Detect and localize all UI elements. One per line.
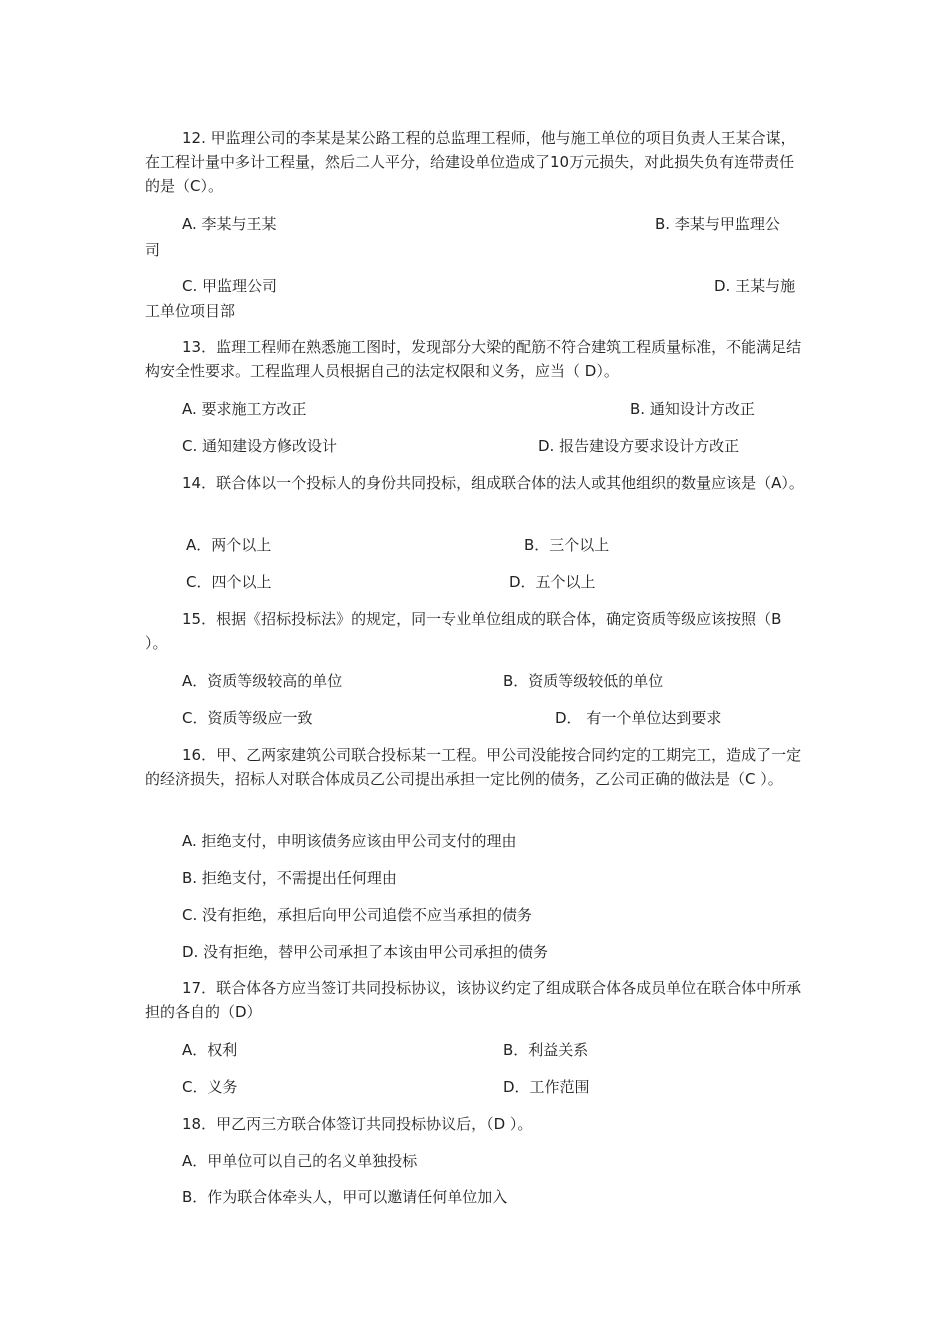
q15-option-b: B．资质等级较低的单位: [503, 672, 664, 690]
question-15-stem: 15．根据《招标投标法》的规定，同一专业单位组成的联合体，确定资质等级应该按照（B ）。: [145, 610, 782, 652]
question-12-stem: 12. 甲监理公司的李某是某公路工程的总监理工程师，他与施工单位的项目负责人王某合谋，在工程计量中多计工程量，然后二人平分，给建设单位造成了10万元损失，对此损失负有连带责任的是（C）。: [145, 129, 796, 195]
q13-option-c: C. 通知建设方修改设计: [182, 437, 338, 455]
q13-option-b: B. 通知设计方改正: [630, 400, 755, 418]
q15-option-c: C．资质等级应一致: [182, 709, 313, 727]
q15-option-d: D． 有一个单位达到要求: [555, 709, 722, 727]
question-17-stem: 17．联合体各方应当签订共同投标协议，该协议约定了组成联合体各成员单位在联合体中所承担的各自的（D）: [145, 979, 802, 1021]
q14-option-b: B．三个以上: [524, 536, 610, 554]
q15-option-a: A．资质等级较高的单位: [182, 672, 343, 690]
q13-option-d: D. 报告建设方要求设计方改正: [538, 437, 740, 455]
q16-option-d: D. 没有拒绝，替甲公司承担了本该由甲公司承担的债务: [182, 943, 549, 961]
q12-option-c: C. 甲监理公司: [182, 277, 278, 295]
q12-option-d-continued: 工单位项目部: [145, 302, 236, 320]
q16-option-b: B. 拒绝支付，不需提出任何理由: [182, 869, 397, 887]
q17-option-c: C．义务: [182, 1078, 238, 1096]
q17-option-d: D．工作范围: [503, 1078, 590, 1096]
question-18-stem: 18．甲乙丙三方联合体签订共同投标协议后，（D ）。: [182, 1115, 533, 1133]
q12-option-b: B. 李某与甲监理公: [655, 215, 780, 233]
q14-option-c: C．四个以上: [186, 573, 272, 591]
question-16-stem: 16．甲、乙两家建筑公司联合投标某一工程。甲公司没能按合同约定的工期完工，造成了一定的经济损失，招标人对联合体成员乙公司提出承担一定比例的债务，乙公司正确的做法是（C ）。: [145, 746, 802, 788]
q16-option-a: A. 拒绝支付，申明该债务应该由甲公司支付的理由: [182, 832, 517, 850]
q17-option-a: A．权利: [182, 1041, 238, 1059]
q12-option-b-continued: 司: [145, 241, 161, 259]
q18-option-b: B．作为联合体牵头人，甲可以邀请任何单位加入: [182, 1188, 508, 1206]
q17-option-b: B．利益关系: [503, 1041, 589, 1059]
question-14-stem: 14．联合体以一个投标人的身份共同投标，组成联合体的法人或其他组织的数量应该是（A）。: [182, 474, 804, 492]
q18-option-a: A．甲单位可以自己的名义单独投标: [182, 1152, 418, 1170]
q14-option-d: D．五个以上: [509, 573, 596, 591]
q12-option-a: A. 李某与王某: [182, 215, 277, 233]
question-13-stem: 13．监理工程师在熟悉施工图时，发现部分大梁的配筋不符合建筑工程质量标准，不能满足结构安全性要求。工程监理人员根据自己的法定权限和义务，应当（ D）。: [145, 338, 802, 380]
q12-option-d: D. 王某与施: [714, 277, 796, 295]
q13-option-a: A. 要求施工方改正: [182, 400, 307, 418]
q16-option-c: C. 没有拒绝，承担后向甲公司追偿不应当承担的债务: [182, 906, 533, 924]
q14-option-a: A．两个以上: [186, 536, 272, 554]
